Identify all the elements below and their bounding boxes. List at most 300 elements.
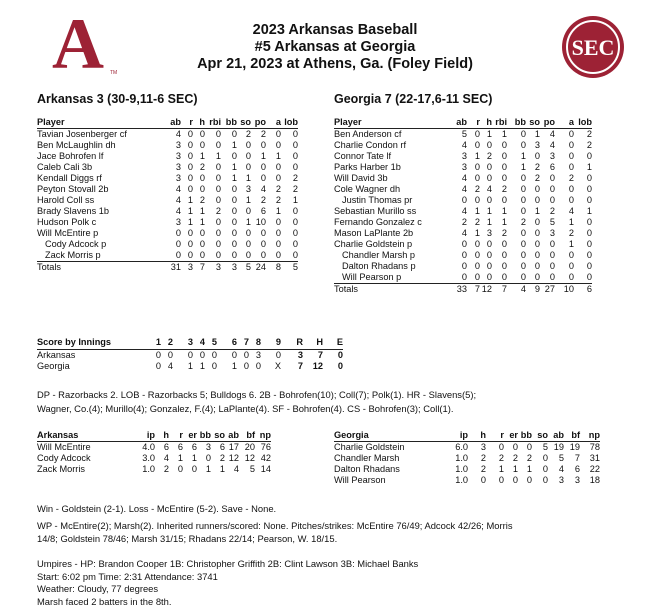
inning-runs: 0 (155, 349, 161, 360)
stat-cell: 3.0 (142, 453, 155, 463)
inning-number: 9 (261, 337, 281, 349)
player-row (334, 217, 592, 228)
total-cell: 12 (481, 284, 492, 294)
column-header: r (169, 430, 183, 442)
stat-cell: 0 (574, 272, 592, 284)
inning-runs: 0 (243, 361, 249, 371)
stat-cell: 1 (586, 206, 592, 216)
stat-cell: 2 (275, 195, 281, 205)
pitcher-name: Charlie Goldstein (334, 442, 405, 452)
stat-cell: 0 (205, 453, 211, 463)
stat-cell: 0 (193, 250, 205, 262)
player-row (37, 129, 298, 141)
stat-cell: 0 (169, 250, 181, 262)
total-cell: 8 (275, 262, 281, 272)
column-header: h (468, 430, 486, 442)
stat-cell: 0 (177, 464, 183, 474)
pitcher-name: Dalton Rhadans (334, 464, 400, 474)
stat-cell: 0 (512, 475, 518, 485)
extra-note-line: Marsh faced 2 batters in the 8th. (37, 595, 172, 607)
stat-cell: 6.0 (455, 442, 468, 452)
player-name: Jace Bohrofen lf (37, 151, 104, 161)
inning-runs: 1 (187, 361, 193, 371)
date-venue-title: Apr 21, 2023 at Athens, Ga. (Foley Field) (197, 56, 473, 72)
stat-cell: 0 (292, 206, 298, 216)
box-header-row (334, 117, 592, 129)
stat-cell: 0 (275, 140, 281, 150)
pitcher-name: Cody Adcock (37, 453, 91, 463)
stat-cell: 0 (275, 239, 281, 249)
totals-row (334, 284, 592, 296)
stat-cell: 0 (540, 272, 555, 284)
stat-cell: 0 (187, 184, 193, 194)
stat-cell: 6 (260, 206, 266, 216)
stat-cell: 0 (461, 261, 467, 271)
stat-cell: 2 (520, 217, 526, 227)
pitcher-name: Zack Morris (37, 464, 85, 474)
rhe-value: 7 (317, 349, 323, 360)
stat-cell: 0 (526, 475, 532, 485)
column-header: rbi (205, 117, 221, 129)
stat-cell: 1 (215, 151, 221, 161)
stat-cell: 1 (219, 464, 225, 474)
stat-cell: 0 (474, 162, 480, 172)
stat-cell: 1 (187, 206, 193, 216)
column-header: a (266, 117, 281, 129)
stat-cell: 0 (474, 250, 480, 260)
stat-cell: 4 (549, 140, 555, 150)
stat-cell: 14 (260, 464, 271, 474)
pitching-notes (37, 502, 637, 546)
stat-cell: 0 (461, 195, 467, 205)
stat-cell: 0 (480, 272, 492, 284)
stat-cell: 0 (215, 129, 221, 139)
pitcher-row (334, 464, 600, 475)
rhe-value: 0 (337, 361, 343, 371)
stat-cell: 0 (492, 272, 507, 284)
stat-cell: 0 (292, 228, 298, 238)
stat-cell: 1 (474, 151, 480, 161)
stat-cell: 0 (245, 140, 251, 150)
total-cell: 3 (215, 262, 221, 272)
stat-cell: 0 (501, 239, 507, 249)
player-name: Cole Wagner dh (334, 184, 401, 194)
column-header: rbi (492, 117, 507, 129)
pitcher-row (334, 475, 600, 486)
inning-runs: 0 (231, 349, 237, 360)
stat-cell: 1 (177, 453, 183, 463)
totals-row (37, 262, 298, 274)
pitcher-name: Chandler Marsh (334, 453, 400, 463)
player-row (334, 173, 592, 184)
stat-cell: 0 (467, 272, 480, 284)
stat-cell: 0 (520, 140, 526, 150)
stat-cell: 0 (221, 250, 237, 262)
stat-cell: 6 (191, 442, 197, 452)
stat-cell: 0 (542, 464, 548, 474)
stat-cell: 4.0 (142, 442, 155, 452)
stat-cell: 0 (187, 162, 193, 172)
stat-cell: 0 (586, 184, 592, 194)
total-cell: 10 (563, 284, 574, 294)
stat-cell: 0 (568, 184, 574, 194)
stat-cell: 5 (461, 129, 467, 139)
away-team-heading: Arkansas 3 (30-9,11-6 SEC) (37, 92, 198, 106)
column-header: so (526, 117, 540, 129)
stat-cell: 76 (260, 442, 271, 452)
stat-cell: 0 (231, 184, 237, 194)
stat-cell: 2 (199, 195, 205, 205)
stat-cell: 0 (555, 272, 574, 284)
stat-cell: 17 (228, 442, 239, 452)
stat-cell: 1 (275, 151, 281, 161)
column-header: bb (518, 430, 532, 442)
away-box-score (37, 117, 298, 273)
stat-cell: 2 (461, 217, 467, 227)
stat-cell: 1 (292, 195, 298, 205)
stat-cell: 12 (228, 453, 239, 463)
stat-cell: 0 (245, 162, 251, 172)
inning-runs: 0 (167, 349, 173, 360)
stat-cell: 1 (501, 206, 507, 216)
player-name: Cody Adcock p (45, 239, 107, 249)
stat-cell: 19 (553, 442, 564, 452)
column-header: lob (574, 117, 592, 129)
player-row (37, 162, 298, 173)
stat-cell: 0 (260, 239, 266, 249)
pitcher-row (37, 453, 271, 464)
stat-cell: 0 (275, 173, 281, 183)
stat-cell: 78 (589, 442, 600, 452)
stat-cell: 0 (260, 162, 266, 172)
stat-cell: 2 (219, 453, 225, 463)
column-header: lob (281, 117, 298, 129)
stat-cell: 0 (520, 173, 526, 183)
column-header: r (467, 117, 480, 129)
stat-cell: 2 (260, 195, 266, 205)
start-time-line: Start: 6:02 pm Time: 2:31 Attendance: 3741 (37, 570, 218, 582)
player-row (37, 151, 298, 162)
stat-cell: 0 (454, 272, 467, 284)
stat-cell: 0 (215, 184, 221, 194)
pitching-team: Georgia (334, 430, 444, 442)
stat-cell: 0 (520, 250, 526, 260)
stat-cell: 0 (245, 239, 251, 249)
stat-cell: 1 (199, 206, 205, 216)
player-row (37, 184, 298, 195)
stat-cell: 5 (549, 217, 555, 227)
stat-cell: 0 (501, 261, 507, 271)
stat-cell: 0 (181, 250, 193, 262)
column-header: er (183, 430, 197, 442)
box-header-row (37, 117, 298, 129)
rhe-header: H (303, 337, 323, 349)
total-cell: 33 (456, 284, 467, 294)
stat-cell: 0 (568, 140, 574, 150)
stat-cell: 0 (586, 239, 592, 249)
column-header: h (155, 430, 169, 442)
player-name: Kendall Diggs rf (37, 173, 102, 183)
stat-cell: 0 (486, 173, 492, 183)
stat-cell: 0 (474, 129, 480, 139)
player-name: Justin Thomas pr (342, 195, 413, 205)
stat-cell: 0 (534, 239, 540, 249)
stat-cell: 2 (549, 206, 555, 216)
stat-cell: 0 (486, 162, 492, 172)
team-line-score (37, 361, 343, 373)
column-header: h (480, 117, 492, 129)
stat-cell: 1 (275, 206, 281, 216)
player-row (334, 140, 592, 151)
column-header: so (211, 430, 225, 442)
rhe-value: 12 (312, 361, 323, 371)
stat-cell: 0 (461, 239, 467, 249)
player-name: Harold Coll ss (37, 195, 95, 205)
stat-cell: 2 (586, 129, 592, 139)
stat-cell: 0 (199, 129, 205, 139)
stat-cell: 0 (205, 250, 221, 262)
stat-cell: 0 (231, 195, 237, 205)
stat-cell: 0 (534, 261, 540, 271)
player-name: Ben McLaughlin dh (37, 140, 116, 150)
column-header: r (486, 430, 504, 442)
stat-cell: 1 (474, 228, 480, 238)
stat-cell: 4 (558, 464, 564, 474)
stat-cell: 3 (461, 151, 467, 161)
stat-cell: 3 (175, 151, 181, 161)
column-header: r (181, 117, 193, 129)
player-name: Zack Morris p (37, 250, 169, 262)
player-name: Charlie Goldstein p (334, 239, 413, 249)
stat-cell: 0 (292, 239, 298, 249)
player-row (334, 228, 592, 239)
inning-runs: X (274, 361, 281, 371)
away-pitching-table (37, 430, 271, 475)
column-header: ab (454, 117, 467, 129)
stat-cell: 2 (292, 184, 298, 194)
stat-cell: 0 (281, 250, 298, 262)
total-cell: 3 (187, 262, 193, 272)
stat-cell: 0 (501, 173, 507, 183)
stat-cell: 1 (187, 217, 193, 227)
stat-cell: 0 (231, 228, 237, 238)
umpires-line: Umpires - HP: Brandon Cooper 1B: Christopher Griffith 2B: Clint Lawson 3B: Michael Banks (37, 558, 419, 569)
stat-cell: 0 (187, 173, 193, 183)
game-info (37, 558, 637, 608)
stat-cell: 0 (534, 217, 540, 227)
stat-cell: 2 (275, 184, 281, 194)
stat-cell: 2 (474, 184, 480, 194)
column-header: so (532, 430, 548, 442)
inning-runs: 1 (231, 361, 237, 371)
player-name: Hudson Polk c (37, 217, 97, 227)
stat-cell: 1 (526, 464, 532, 474)
pitching-team: Arkansas (37, 430, 137, 442)
player-name: Will McEntire p (37, 228, 99, 238)
stat-cell: 42 (260, 453, 271, 463)
stat-cell: 2 (292, 173, 298, 183)
stat-cell: 0 (474, 140, 480, 150)
player-row (37, 239, 298, 250)
stat-cell: 3 (549, 228, 555, 238)
stat-cell: 6 (163, 442, 169, 452)
report-title: 2023 Arkansas Baseball (252, 22, 418, 38)
stat-cell: 0 (568, 151, 574, 161)
total-cell: 7 (199, 262, 205, 272)
column-header: bb (221, 117, 237, 129)
stat-cell: 0 (245, 206, 251, 216)
player-row (334, 162, 592, 173)
pitching-note-line: 14/8; Goldstein 78/46; Marsh 31/15; Rhadans 22/14; Pearson, W. 18/15. (37, 533, 338, 544)
stat-cell: 0 (237, 250, 251, 262)
total-cell: 6 (586, 284, 592, 294)
inning-runs: 0 (211, 361, 217, 371)
stat-cell: 1 (568, 217, 574, 227)
player-row (334, 272, 592, 284)
pitching-header-row (334, 430, 600, 442)
column-header: po (251, 117, 266, 129)
stat-cell: 2 (480, 464, 486, 474)
stat-cell: 0 (199, 239, 205, 249)
pitcher-row (37, 442, 271, 454)
stat-cell: 0 (512, 442, 518, 452)
stat-cell: 1 (199, 151, 205, 161)
stat-cell: 0 (526, 272, 540, 284)
stat-cell: 0 (292, 217, 298, 227)
stat-cell: 0 (215, 239, 221, 249)
arkansas-logo-letter: A (52, 8, 104, 76)
column-header: ip (444, 430, 468, 442)
stat-cell: 0 (231, 217, 237, 227)
inning-number: 5 (205, 337, 217, 349)
stat-cell: 0 (549, 239, 555, 249)
stat-cell: 2 (486, 151, 492, 161)
home-pitching-table (334, 430, 600, 486)
stat-cell: 2 (586, 140, 592, 150)
player-row (37, 140, 298, 151)
stat-cell: 1.0 (455, 464, 468, 474)
team-line-score (37, 349, 343, 361)
total-cell: 7 (474, 284, 480, 294)
stat-cell: 3 (480, 442, 486, 452)
inning-runs: 3 (255, 349, 261, 360)
stat-cell: 20 (244, 442, 255, 452)
game-stat-notes (37, 388, 637, 415)
stat-cell: 0 (507, 272, 526, 284)
stat-cell: 3 (549, 151, 555, 161)
stat-cell: 0 (199, 173, 205, 183)
stat-cell: 2 (512, 453, 518, 463)
stat-cell: 0 (480, 475, 486, 485)
player-name: Will Pearson p (334, 272, 454, 284)
player-row (334, 184, 592, 195)
stat-cell: 0 (520, 206, 526, 216)
stat-cell: 1 (474, 206, 480, 216)
stat-cell: 0 (191, 464, 197, 474)
total-cell: 7 (501, 284, 507, 294)
stat-cell: 4 (461, 173, 467, 183)
player-row (334, 239, 592, 250)
stat-cell: 2 (199, 162, 205, 172)
stat-cell: 0 (534, 151, 540, 161)
stat-cell: 4 (175, 129, 181, 139)
stat-cell: 2 (215, 206, 221, 216)
player-name: Peyton Stovall 2b (37, 184, 109, 194)
stat-cell: 0 (486, 140, 492, 150)
player-name: Mason LaPlante 2b (334, 228, 414, 238)
inning-runs: 0 (199, 349, 205, 360)
totals-label: Totals (37, 262, 61, 272)
total-cell: 5 (292, 262, 298, 272)
stat-cell: 0 (549, 195, 555, 205)
inning-number: 3 (173, 337, 193, 349)
stat-cell: 2 (534, 173, 540, 183)
stat-cell: 0 (520, 184, 526, 194)
inning-number: 2 (161, 337, 173, 349)
stat-cell: 1.0 (455, 475, 468, 485)
rhe-header: E (323, 337, 343, 349)
stat-cell: 0 (474, 173, 480, 183)
stat-cell: 0 (260, 140, 266, 150)
stat-cell: 0 (586, 228, 592, 238)
stat-cell: 0 (486, 261, 492, 271)
player-row (334, 206, 592, 217)
stat-cell: 0 (292, 162, 298, 172)
stat-cell: 0 (175, 228, 181, 238)
stat-cell: 1 (260, 151, 266, 161)
stat-cell: 0 (549, 184, 555, 194)
stat-cell: 0 (474, 239, 480, 249)
stat-cell: 1.0 (455, 453, 468, 463)
player-row (37, 228, 298, 239)
stat-cell: 18 (589, 475, 600, 485)
player-name: Parks Harber 1b (334, 162, 401, 172)
inning-number: 8 (249, 337, 261, 349)
pitching-header-row (37, 430, 271, 442)
matchup-title: #5 Arkansas at Georgia (254, 39, 416, 55)
pitcher-row (334, 453, 600, 464)
inning-runs: 1 (199, 361, 205, 371)
stat-cell: 0 (568, 250, 574, 260)
stat-cell: 0 (251, 250, 266, 262)
stat-cell: 4 (175, 206, 181, 216)
column-header: h (193, 117, 205, 129)
stat-cell: 4 (175, 195, 181, 205)
stat-cell: 3 (175, 217, 181, 227)
stat-cell: 5 (249, 464, 255, 474)
stat-cell: 0 (292, 151, 298, 161)
stat-cell: 1 (486, 206, 492, 216)
innings-header-row (37, 337, 343, 349)
stat-cell: 2 (501, 184, 507, 194)
column-header: Player (37, 117, 169, 129)
total-cell: 31 (170, 262, 181, 272)
stat-cell: 0 (187, 140, 193, 150)
rhe-value: 3 (297, 349, 303, 360)
stat-cell: 3 (205, 442, 211, 452)
pitcher-name: Will McEntire (37, 442, 91, 452)
stat-cell: 0 (501, 250, 507, 260)
stat-cell: 7 (574, 453, 580, 463)
stat-cell: 4 (260, 184, 266, 194)
inning-runs: 0 (211, 349, 217, 360)
player-name: Tavian Josenberger cf (37, 129, 127, 139)
stat-cell: 0 (534, 184, 540, 194)
stat-cell: 1 (498, 464, 504, 474)
stat-cell: 1 (231, 162, 237, 172)
column-header: so (237, 117, 251, 129)
stat-cell: 6 (177, 442, 183, 452)
